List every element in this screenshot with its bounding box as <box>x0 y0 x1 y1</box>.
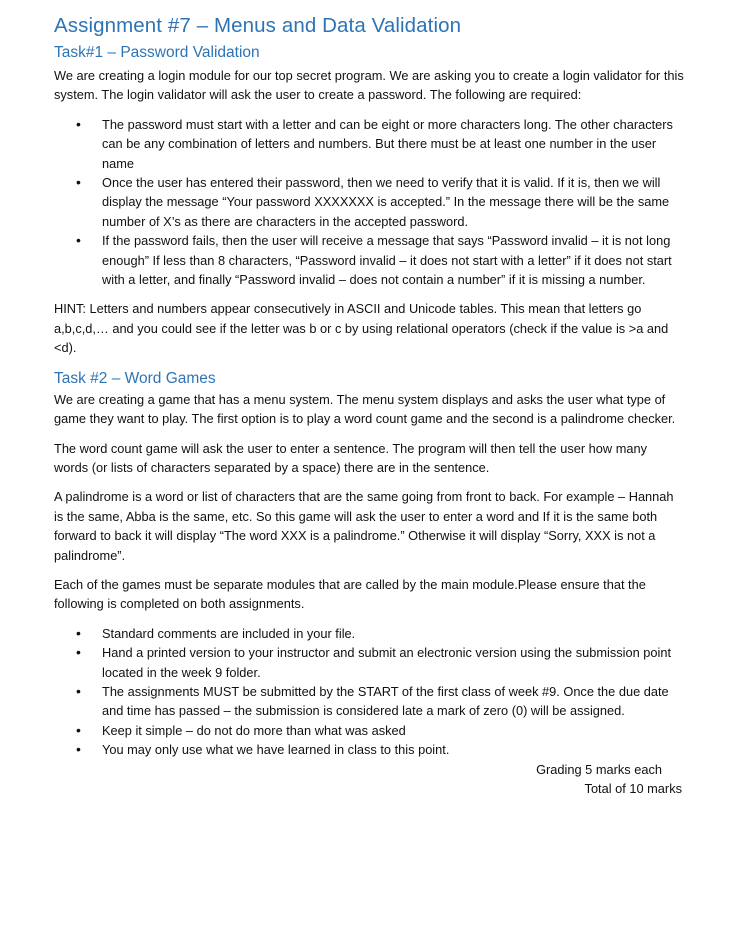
task1-bullet-1: • The password must start with a letter and can be eight or more characters long. The other characters can be any combination of letters and numbers. But there must be at least one number in the user name <box>54 115 684 173</box>
task1-bullet-2: • Once the user has entered their password, then we need to verify that it is valid. If it is, then we will display the message “Your password XXXXXXX is accepted.” In the message there will be the same number of X’s as there are characters in the accepted password. <box>54 173 684 231</box>
task2-heading: Task #2 – Word Games <box>54 369 216 387</box>
document-content <box>54 12 684 798</box>
checklist-item-2: • Hand a printed version to your instructor and submit an electronic version using the submission point located in the week 9 folder. <box>54 643 684 682</box>
grading-line-2: Total of 10 marks <box>584 781 682 796</box>
task1-heading: Task#1 – Password Validation <box>54 44 260 61</box>
task1-hint: HINT: Letters and numbers appear consecutively in ASCII and Unicode tables. This mean that letters go a,b,c,d,… and you could see if the letter was b or c by using relational operators (check if the value is >a and <d). <box>54 301 669 356</box>
task2-paragraph-2: The word count game will ask the user to enter a sentence. The program will then tell the user how many words (or lists of characters separated by a space) there are in the sentence. <box>54 440 647 475</box>
task2-checklist <box>54 624 684 760</box>
task2-paragraph-3: A palindrome is a word or list of characters that are the same going from front to back. For example – Hannah is the same, Abba is the same, etc. So this game will ask the user to enter a word and If it is the same both forward to back it will display “The word XXX is a palindrome.” Otherwise it will display “Sorry, XXX is not a palindrome”. <box>54 489 674 563</box>
task2-paragraph-1: We are creating a game that has a menu system. The menu system displays and asks the user what type of game they want to play. The first option is to play a word count game and the second is a palindrome checker. <box>54 391 676 427</box>
assignment-title: Assignment #7 – Menus and Data Validation <box>54 14 462 37</box>
checklist-item-1: • Standard comments are included in your file. <box>54 624 684 643</box>
checklist-item-3: • The assignments MUST be submitted by the START of the first class of week #9. Once the due date and time has passed – the submission is considered late a mark of zero (0) will be assigned. <box>54 682 684 721</box>
grading-line-1: Grading 5 marks each <box>536 761 662 777</box>
task1-bullet-3: • If the password fails, then the user will receive a message that says “Password invalid – it is not long enough” If less than 8 characters, “Password invalid – it does not start with a letter” if it does not start with a letter, and finally “Password invalid – does not contain a number” if it is missing a number. <box>54 231 684 289</box>
task1-requirements-list <box>54 115 684 290</box>
checklist-item-5: • You may only use what we have learned in class to this point. <box>54 740 684 759</box>
checklist-item-4: • Keep it simple – do not do more than what was asked <box>54 721 684 740</box>
task2-paragraph-4: Each of the games must be separate modules that are called by the main module.Please ensure that the following is completed on both assignments. <box>54 576 646 612</box>
grading-block <box>54 760 684 799</box>
task1-intro: We are creating a login module for our top secret program. We are asking you to create a login validator for this system. The login validator will ask the user to create a password. The following are required: <box>54 68 684 103</box>
